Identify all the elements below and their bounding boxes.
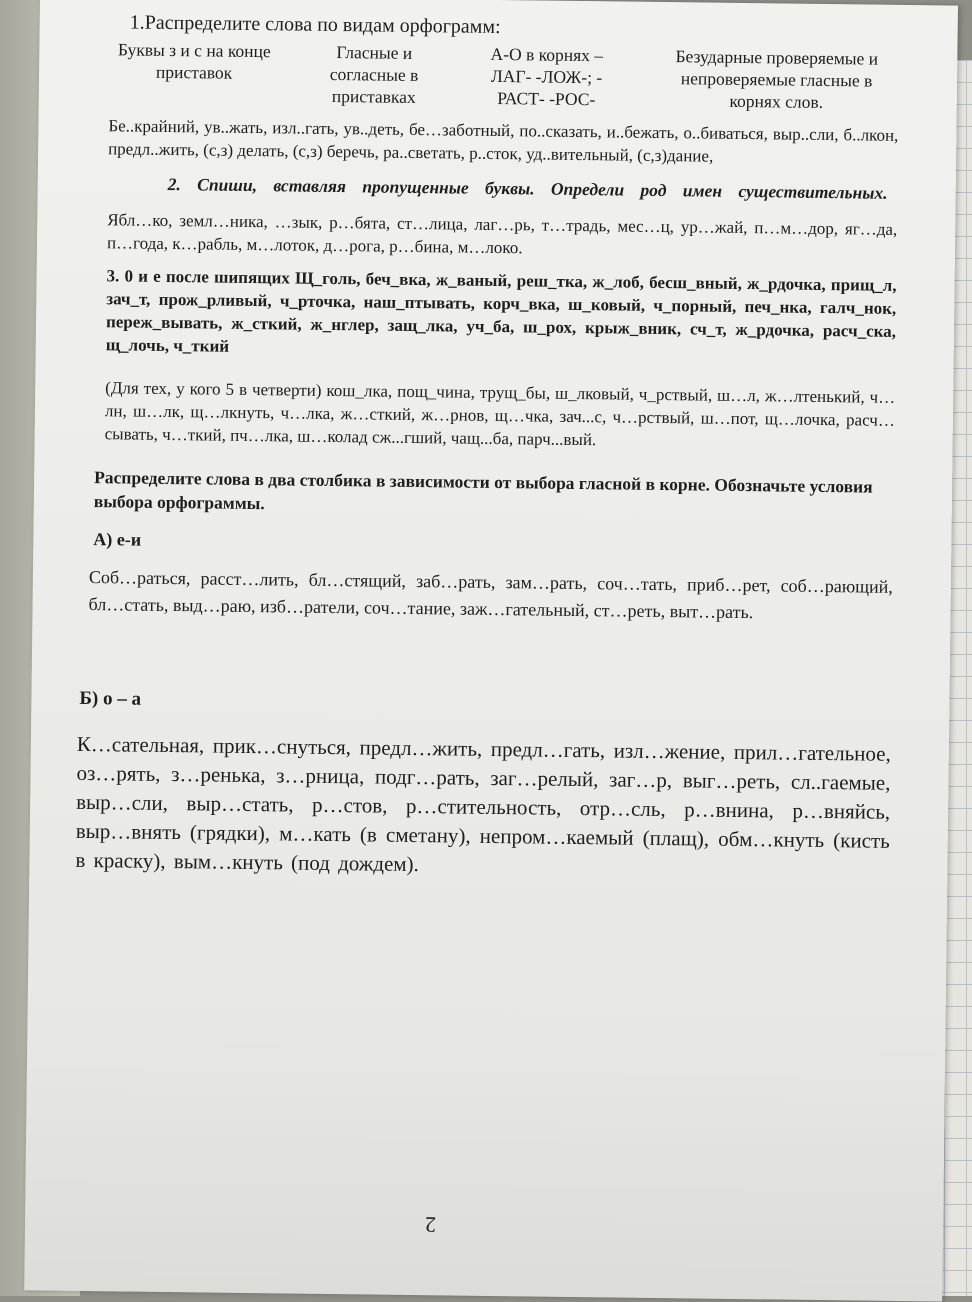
section-b-heading: Б) о – а: [79, 687, 142, 710]
task2-words: Ябл…ко, земл…ника, …зык, р…бята, ст…лица, лаг…рь, т…традь, мес…ц, ур…жай, п…м…дор, яг…да, п…года, к…рабль, м…лоток, д…рога, р…бина, м…локо.: [106, 210, 898, 258]
task1-words: Бе..крайний, ув..жать, изл..гать, ув..деть, бе…заботный, по..сказать, и..бежать, о..биваться, выр..сли, б..лкон, предл..жить, (с,з) делать, (с,з) беречь, ра..светать, р..сток, уд..вительный, (с,з)дание,: [108, 116, 899, 166]
column-lag-lozh-rast-ros: А-О в корнях – ЛАГ- -ЛОЖ-; - РАСТ- -РОС-: [490, 43, 604, 110]
worksheet-content: [75, 11, 899, 885]
worksheet-page: [24, 0, 958, 1302]
column-unstressed-vowels: Безударные проверяемые и непроверяемые гласные в корнях слов.: [675, 46, 879, 112]
task3-text: 3. 0 и е после шипящих Щ_голь, беч_вка, ж_ваный, реш_тка, ж_лоб, бесш_вный, ж_рдочка, прищ_л, зач_т, прож_рливый, ч_рточка, наш_птывать, корч_вка, ш_ковый, ч_порный, печ_нка, галч_нок, переж_вывать, ж_сткий, ж_нглер, защ_лка, уч_ба, ш_рох, крыж_вник, сч_т, ж_рдочка, расч_ска, щ_лочь, ч_ткий: [105, 266, 897, 356]
section-b-words: К…сательная, прик…снуться, предл…жить, предл…гать, изл…жение, прил…гательное, оз…рять, з…ренька, з…рница, подг…рать, заг…релый, заг…р, выг…реть, сл..гаемые, выр…сли, выр…стать, р…стов, р…стительность, отр…сль, р…внина, р…вняйсь, выр…внять (грядки), м…кать (в сметану), непром…каемый (плащ), обм…кнуть (кисть в краску), вым…кнуть (под дождем).: [75, 731, 891, 877]
task4-instruction: Распределите слова в два столбика в зависимости от выбора гласной в корне. Обозначьте условия выбора орфограммы.: [93, 467, 873, 514]
task1-title: 1.Распределите слова по видам орфограмм:: [129, 11, 501, 39]
column-prefix-vowels: Гласные и согласные в приставках: [329, 42, 419, 107]
task2-heading: 2. Спиши, вставляя пропущенные буквы. Определи род имен существительных.: [167, 173, 888, 203]
page-number: 2: [424, 1212, 437, 1238]
section-a-words: Соб…раться, расст…лить, бл…стящий, заб…рать, зам…рать, соч…тать, приб…рет, соб…рающий, бл…стать, выд…раю, изб…ратели, соч…тание, заж…гательный, ст…реть, выт…рать.: [88, 567, 893, 623]
section-a-heading: А) е-и: [93, 529, 142, 550]
column-z-s-prefixes: Буквы з и с на конце приставок: [117, 39, 271, 83]
task3-extra: (Для тех, у кого 5 в четверти) кош_лка, пощ_чина, трущ_бы, ш_лковый, ч_рствый, ш…л, ж…лтенький, ч…лн, ш…лк, щ…лкнуть, ч…лка, ж…сткий, ж…рнов, щ…чка, зач...с, ч…рствый, ш…пот, щ…лочка, расч…сывать, ч…ткий, пч…лка, ш…колад сж...гший, чащ...ба, парч...вый.: [104, 378, 896, 450]
task1-columns: [109, 38, 900, 114]
